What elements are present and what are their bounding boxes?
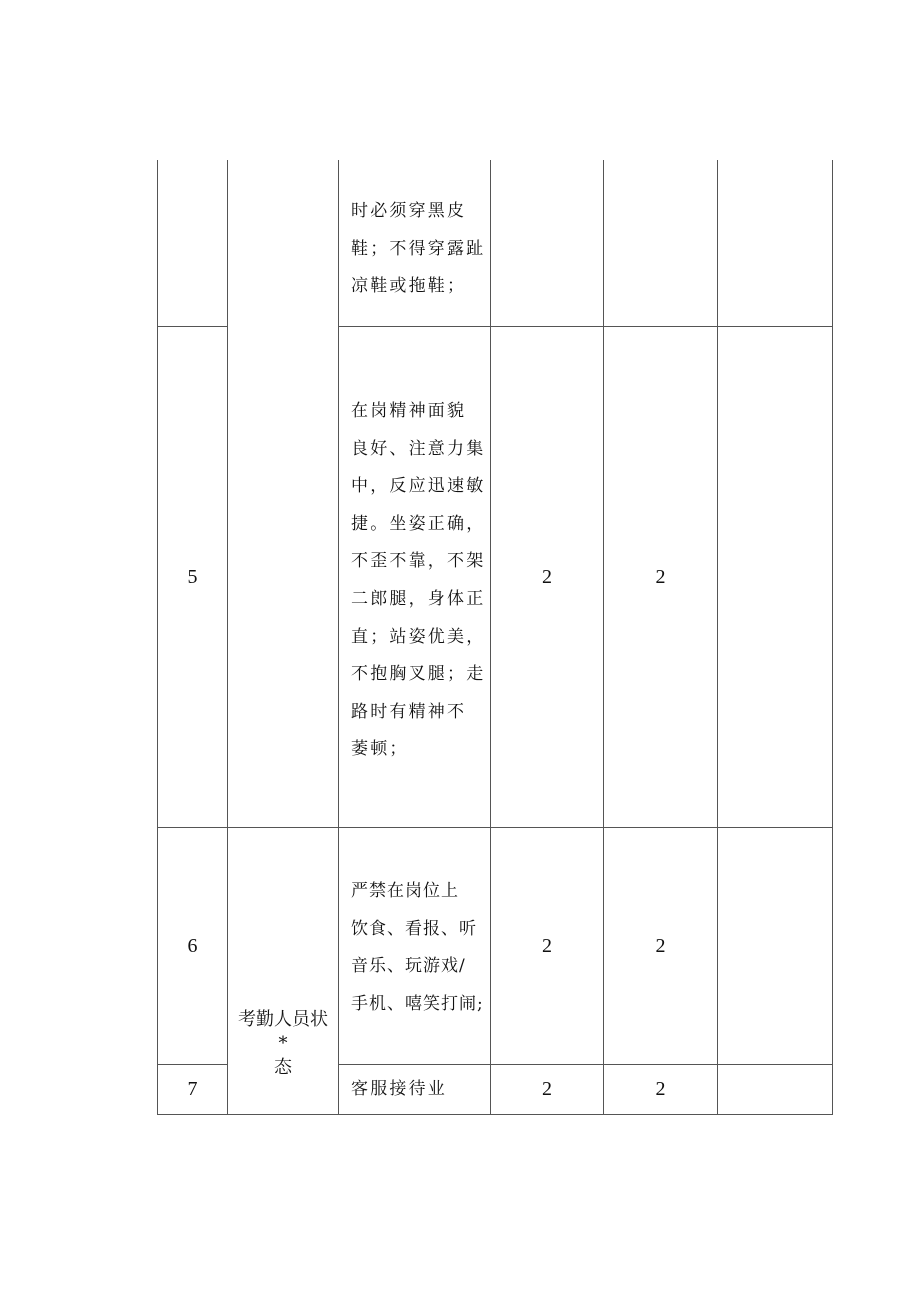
row-description: 严禁在岗位上 饮食、看报、听 音乐、玩游戏/ 手机、嘻笑打闹; <box>351 881 484 1014</box>
category-label-line3: 态 <box>274 1057 292 1078</box>
table-border-bottom <box>157 1114 833 1115</box>
category-label <box>229 1008 337 1080</box>
row-description: 客服接待业 <box>351 1079 447 1099</box>
table-divider-no <box>227 160 228 1115</box>
row-number: 6 <box>187 934 198 957</box>
row-score: 2 <box>542 934 552 957</box>
category-label-line1: 考勤人员状 <box>238 1009 328 1030</box>
row-score: 2 <box>542 565 552 588</box>
table-border-right <box>832 160 833 1115</box>
table-divider-category <box>338 160 339 1115</box>
row-description: 时必须穿黑皮 鞋；不得穿露趾 凉鞋或拖鞋； <box>351 201 486 297</box>
row-number: 5 <box>187 565 198 588</box>
row-score: 2 <box>542 1078 552 1100</box>
row-deduct: 2 <box>655 934 666 957</box>
row-description: 在岗精神面貌 良好、注意力集 中，反应迅速敏 捷。坐姿正确， 不歪不靠，不架 二郎腿，身体正 直；站姿优美， 不抱胸叉腿；走 路时有精神不 萎顿； <box>351 401 486 760</box>
row-number: 7 <box>187 1078 198 1100</box>
category-label-line2: * <box>278 1033 288 1054</box>
row-deduct: 2 <box>655 1078 666 1100</box>
table-divider-deduct <box>717 160 718 1115</box>
row-deduct: 2 <box>655 565 666 588</box>
